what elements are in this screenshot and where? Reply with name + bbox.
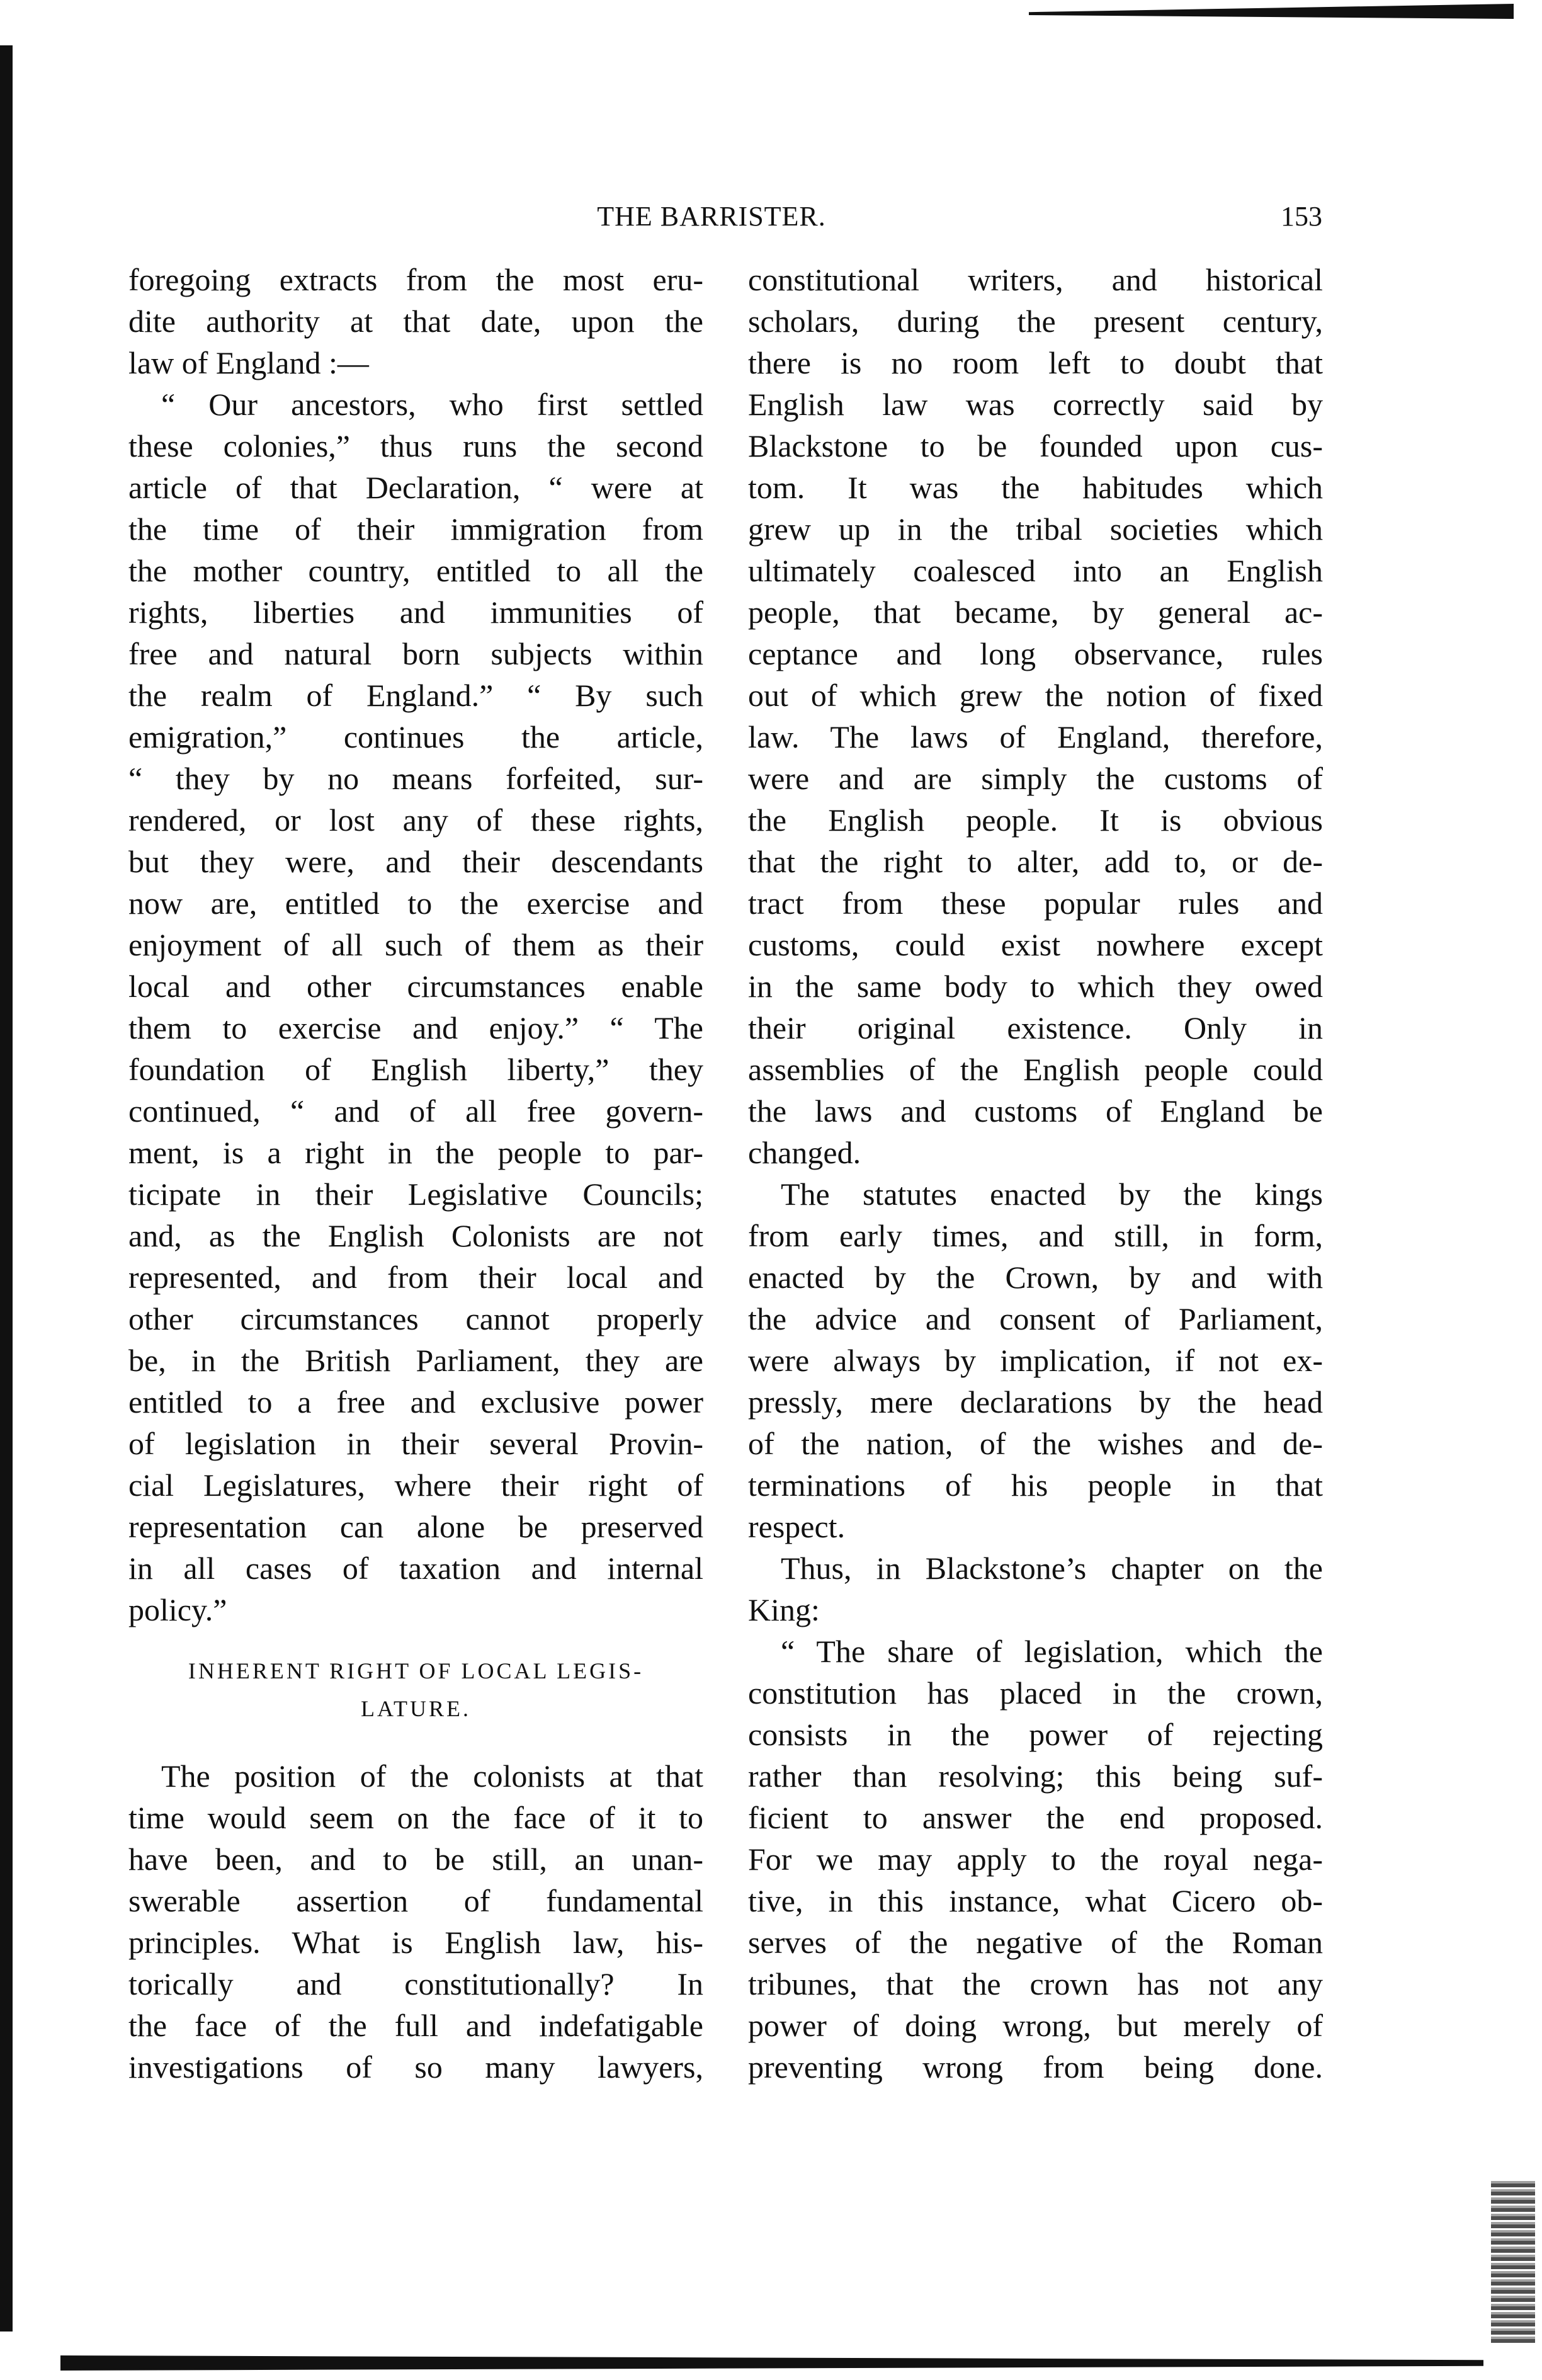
- text-line: be, in the British Parliament, they are: [128, 1343, 703, 1378]
- text-line: and, as the English Colonists are not: [128, 1218, 703, 1253]
- running-title: THE BARRISTER.: [597, 201, 826, 232]
- text-line: assemblies of the English people could: [748, 1052, 1323, 1087]
- text-line: dite authority at that date, upon the: [128, 304, 703, 339]
- text-line: changed.: [748, 1135, 861, 1170]
- text-line: emigration,” continues the article,: [128, 719, 703, 754]
- text-line: out of which grew the notion of fixed: [748, 678, 1323, 713]
- text-line: were always by implication, if not ex-: [748, 1343, 1323, 1378]
- text-line: there is no room left to doubt that: [748, 345, 1323, 380]
- text-line: ficient to answer the end proposed.: [748, 1800, 1323, 1835]
- scan-artifact-edge: [1491, 2179, 1535, 2343]
- scan-binding-edge: [0, 45, 13, 2332]
- text-line: The position of the colonists at that: [161, 1758, 703, 1794]
- text-line: pressly, mere declarations by the head: [748, 1384, 1323, 1420]
- paragraph: [748, 259, 1323, 1173]
- text-line: law of England :—: [128, 345, 369, 380]
- text-line: enjoyment of all such of them as their: [128, 927, 703, 962]
- text-line: these colonies,” thus runs the second: [128, 428, 703, 464]
- text-line: preventing wrong from being done.: [748, 2049, 1323, 2085]
- text-line: now are, entitled to the exercise and: [128, 885, 703, 921]
- text-line: foregoing extracts from the most eru-: [128, 262, 703, 297]
- text-line: of the nation, of the wishes and de-: [748, 1426, 1323, 1461]
- text-line: the realm of England.” “ By such: [128, 678, 703, 713]
- right-column: [748, 259, 1323, 2088]
- text-line: representation can alone be preserved: [128, 1509, 703, 1544]
- text-line: the face of the full and indefatigable: [128, 2008, 703, 2043]
- paragraph: [128, 1755, 703, 2088]
- text-line: tract from these popular rules and: [748, 885, 1323, 921]
- text-line: free and natural born subjects within: [128, 636, 703, 671]
- text-line: For we may apply to the royal nega-: [748, 1842, 1323, 1877]
- paragraph: [748, 1631, 1323, 2088]
- text-line: investigations of so many lawyers,: [128, 2049, 703, 2085]
- text-line: rather than resolving; this being suf-: [748, 1758, 1323, 1794]
- text-line: but they were, and their descendants: [128, 844, 703, 879]
- paragraph: [128, 384, 703, 1631]
- text-line: consists in the power of rejecting: [748, 1717, 1323, 1752]
- text-line: the time of their immigration from: [128, 511, 703, 547]
- text-line: have been, and to be still, an unan-: [128, 1842, 703, 1877]
- text-line: King:: [748, 1592, 820, 1627]
- text-line: time would seem on the face of it to: [128, 1800, 703, 1835]
- text-line: Thus, in Blackstone’s chapter on the: [781, 1551, 1323, 1586]
- text-line: tribunes, that the crown has not any: [748, 1966, 1323, 2001]
- text-line: principles. What is English law, his-: [128, 1925, 703, 1960]
- text-line: local and other circumstances enable: [128, 969, 703, 1004]
- text-line: English law was correctly said by: [748, 387, 1323, 422]
- text-line: ticipate in their Legislative Councils;: [128, 1176, 703, 1212]
- text-line: represented, and from their local and: [128, 1260, 703, 1295]
- section-heading-line: INHERENT RIGHT OF LOCAL LEGIS-: [188, 1658, 644, 1683]
- text-line: ultimately coalesced into an English: [748, 553, 1323, 588]
- page-number: 153: [1281, 201, 1322, 232]
- text-line: of legislation in their several Provin-: [128, 1426, 703, 1461]
- text-line: policy.”: [128, 1592, 227, 1627]
- scan-artifact-top: [1029, 4, 1514, 19]
- text-line: were and are simply the customs of: [748, 761, 1323, 796]
- text-line: article of that Declaration, “ were at: [128, 470, 703, 505]
- text-line: “ The share of legislation, which the: [781, 1634, 1323, 1669]
- text-line: continued, “ and of all free govern-: [128, 1093, 703, 1129]
- text-line: the English people. It is obvious: [748, 802, 1323, 838]
- text-line: power of doing wrong, but merely of: [748, 2008, 1323, 2043]
- text-line: terminations of his people in that: [748, 1467, 1323, 1503]
- text-line: rights, liberties and immunities of: [128, 595, 703, 630]
- section-heading-line: LATURE.: [361, 1696, 471, 1721]
- text-line: ceptance and long observance, rules: [748, 636, 1323, 671]
- text-line: serves of the negative of the Roman: [748, 1925, 1323, 1960]
- text-line: The statutes enacted by the kings: [781, 1176, 1323, 1212]
- paragraph: [748, 1547, 1323, 1631]
- text-line: in all cases of taxation and internal: [128, 1551, 703, 1586]
- text-line: tive, in this instance, what Cicero ob-: [748, 1883, 1323, 1918]
- paragraph: [748, 1173, 1323, 1547]
- text-line: that the right to alter, add to, or de-: [748, 844, 1323, 879]
- text-line: the mother country, entitled to all the: [128, 553, 703, 588]
- text-line: other circumstances cannot properly: [128, 1301, 703, 1336]
- text-line: tom. It was the habitudes which: [748, 470, 1323, 505]
- left-column: [128, 259, 703, 2088]
- scan-artifact-bottom: [60, 2355, 1483, 2371]
- text-line: ment, is a right in the people to par-: [128, 1135, 703, 1170]
- text-line: law. The laws of England, therefore,: [748, 719, 1323, 754]
- text-line: constitution has placed in the crown,: [748, 1675, 1323, 1711]
- text-line: constitutional writers, and historical: [748, 262, 1323, 297]
- text-line: scholars, during the present century,: [748, 304, 1323, 339]
- text-line: people, that became, by general ac-: [748, 595, 1323, 630]
- text-line: Blackstone to be founded upon cus-: [748, 428, 1323, 464]
- text-line: the laws and customs of England be: [748, 1093, 1323, 1129]
- text-line: grew up in the tribal societies which: [748, 511, 1323, 547]
- text-line: from early times, and still, in form,: [748, 1218, 1323, 1253]
- text-line: enacted by the Crown, by and with: [748, 1260, 1323, 1295]
- text-line: cial Legislatures, where their right of: [128, 1467, 703, 1503]
- paragraph: [128, 259, 703, 384]
- text-line: torically and constitutionally? In: [128, 1966, 703, 2001]
- text-line: customs, could exist nowhere except: [748, 927, 1323, 962]
- text-line: swerable assertion of fundamental: [128, 1883, 703, 1918]
- text-line: respect.: [748, 1509, 846, 1544]
- text-line: “ Our ancestors, who first settled: [161, 387, 703, 422]
- text-line: rendered, or lost any of these rights,: [128, 802, 703, 838]
- text-line: entitled to a free and exclusive power: [128, 1384, 703, 1420]
- text-line: in the same body to which they owed: [748, 969, 1323, 1004]
- section-heading: [128, 1631, 703, 1755]
- text-line: foundation of English liberty,” they: [128, 1052, 703, 1087]
- text-line: “ they by no means forfeited, sur-: [128, 761, 703, 796]
- text-line: their original existence. Only in: [748, 1010, 1323, 1045]
- text-line: them to exercise and enjoy.” “ The: [128, 1010, 703, 1045]
- text-line: the advice and consent of Parliament,: [748, 1301, 1323, 1336]
